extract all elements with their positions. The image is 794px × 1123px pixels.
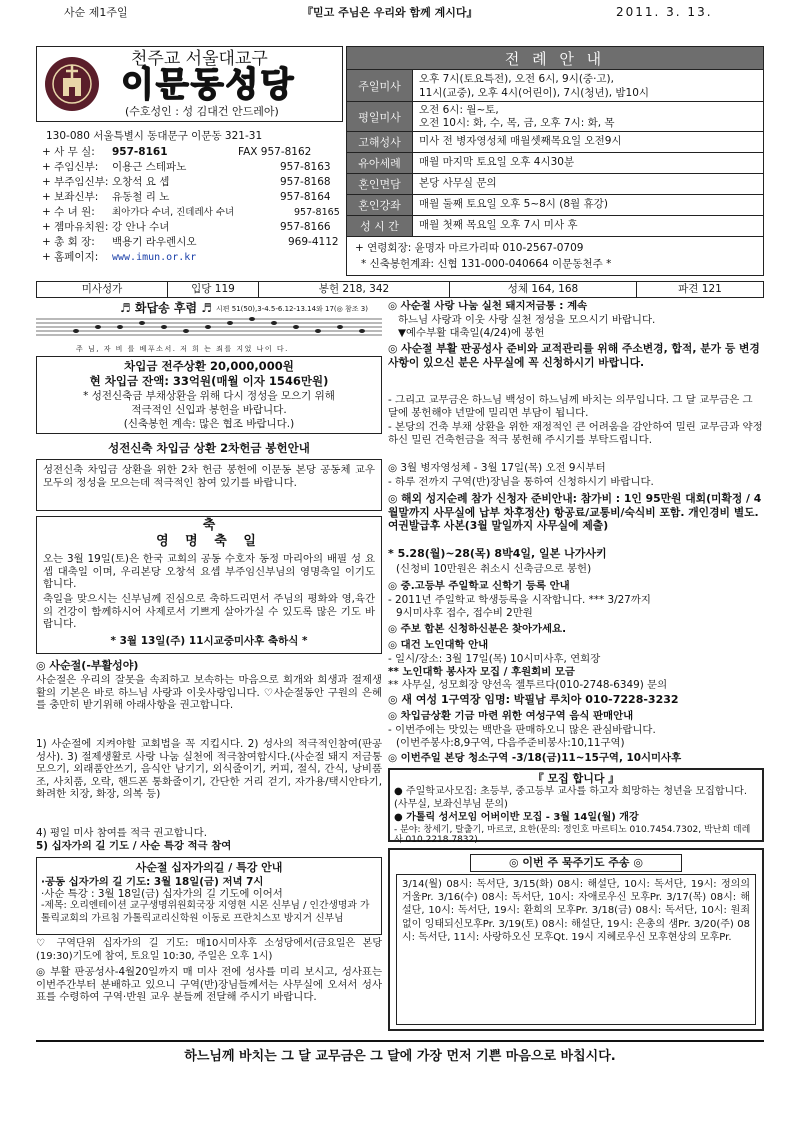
schedule-row xyxy=(347,101,763,131)
stations-box xyxy=(36,857,382,935)
pilgrimage-dates: * 5.28(월)~28(목) 8박4일, 일본 나가사키 xyxy=(388,547,607,560)
rosary-schedule: 3/14(월) 08시: 독서단, 3/15(화) 08시: 해설단, 10시: 독서단, 19시: 정의의 거울Pr. 3/16(수) 08시: 독서단, 10시: 자애로우신 모후Pr. 3/17(목) 08시: 해설단, 10시: 독서단, 19시: 환희의 모후Pr. 3/18(금) 08시: 독서단, 10시: 원죄없이 잉태되신모후Pr. 3/19(토) 08시: 해설단, 19시: 은총의 샘Pr. 3/20(주) 08시: 독서단, 11시: 사랑하오신 모후Qt. 19시 지혜로우신 모후현상의 모후Pr. xyxy=(402,879,750,943)
piggybank-body-2: ▼예수부활 대축일(4/24)에 봉헌 xyxy=(398,327,545,339)
schedule-label: 혼인강좌 xyxy=(347,195,413,215)
stations-line-1: ·공동 십자가의 길 기도: 3월 18일(금) 저녁 7시 xyxy=(41,876,264,888)
schedule-value: 오후 7시(토요특전), 오전 6시, 9시(중·고), xyxy=(419,73,614,85)
schedule-row xyxy=(347,194,763,215)
contact-label: + 젬마유치원: xyxy=(42,221,109,233)
rosary-box xyxy=(388,848,764,1031)
second-collection-title: 성전신축 차입금 상환 2차헌금 봉헌안내 xyxy=(108,441,310,455)
pilgrimage-fee: (신청비 10만원은 취소시 신축금으로 봉헌) xyxy=(396,563,592,575)
school-registration-2: - 2011년 주일학교 학생등록을 시작합니다. *** 3/27까지 xyxy=(388,594,651,606)
debt-repaid: 차입금 전주상환 20,000,000원 xyxy=(124,359,294,373)
contact-label: + 주임신부: xyxy=(42,161,99,173)
schedule-value: 오전 10시: 화, 수, 목, 금, 오후 7시: 화, 목 xyxy=(419,117,615,129)
hymn-offertory: 봉헌 218, 342 xyxy=(259,282,450,297)
church-logo-icon xyxy=(43,51,101,117)
schedule-title: 전 례 안 내 xyxy=(347,47,763,69)
senior-college-2: - 일시/장소: 3월 17일(목) 10시미사후, 연회장 xyxy=(388,653,601,665)
contact-label: + 부주임신부: xyxy=(42,176,109,188)
schedule-row xyxy=(347,152,763,173)
schedule-label: 유아세례 xyxy=(347,153,413,173)
recruit-bible-detail: - 분야: 창세기, 탈출기, 마르코, 요한(문의: 정인호 마르티노 010.7454.7302, 박난희 데레사 010.2218.7832) xyxy=(394,825,751,845)
parish-address: 130-080 서울특별시 동대문구 이문동 321-31 xyxy=(46,130,263,142)
pilgrimage-notice: ◎ 해외 성지순례 참가 신청자 준비안내: 참가비 : 1인 95만원 대회(미확정 / 4월말까지 사무실에 납부 차후정산) 항공료/교통비/숙식비 포함. 개인경비 별도. 여권발급후 사본(3월 말일까지 사무실에 제출) xyxy=(388,492,762,533)
contact-phone: 969-4112 xyxy=(288,236,339,248)
homepage-link[interactable]: www.imun.or.kr xyxy=(112,252,197,263)
schedule-footer xyxy=(347,236,763,277)
office-fax: FAX 957-8162 xyxy=(238,146,312,158)
funeral-committee: + 연령회장: 윤명자 마르가리따 010-2567-0709 xyxy=(355,242,584,254)
schedule-value: 매월 마지막 토요일 오후 4시30분 xyxy=(419,156,575,168)
debt-notice xyxy=(36,356,382,434)
rosary-title: ◎ 이번 주 묵주기도 주송 ◎ xyxy=(470,854,682,872)
stations-note: ♡ 구역단위 십자가의 길 기도: 매10시미사후 소성당에서(금요일은 본당(19:30)기도에 참여, 토요일 10:30, 주일은 오후 1시) xyxy=(36,938,382,962)
schedule-row xyxy=(347,131,763,152)
senior-college-3: ** 노인대학 봉사자 모집 / 후원회비 모금 xyxy=(388,666,575,678)
recruit-bible: ● 가톨릭 성서모임 어버이반 모집 - 3월 14일(월) 개강 xyxy=(394,812,639,823)
debt-appeal: * 성전신축금 부채상환을 위해 다시 정성을 모으기 위해 xyxy=(83,390,335,402)
feast-celebration-time: * 3월 13일(주) 11시교중미사후 축하식 * xyxy=(110,635,308,647)
psalm-title: ♬ 화답송 후렴 ♬ xyxy=(120,301,213,315)
debt-appeal-2: 적극적인 신입과 봉헌을 바랍니다. xyxy=(131,404,287,416)
hymn-label: 미사성가 xyxy=(37,282,168,297)
food-sale-3: (이번주봉사:8,9구역, 다음주준비봉사:10,11구역) xyxy=(396,737,625,749)
schedule-value: 매월 첫째 목요일 오후 7시 미사 후 xyxy=(419,219,578,231)
contact-label: + 사 무 실: xyxy=(42,146,95,158)
food-sale-2: - 이번주에는 맛있는 백반을 판매하오니 많은 관심바랍니다. xyxy=(388,724,656,736)
motto: 『믿고 주님은 우리와 함께 계시다』 xyxy=(302,6,478,19)
contact-name: 강 안나 수녀 xyxy=(112,221,170,233)
bulletin-date: 2011. 3. 13. xyxy=(616,5,713,19)
schedule-label: 주일미사 xyxy=(347,70,413,101)
schedule-row xyxy=(347,173,763,194)
donation-account: * 신축봉헌계좌: 신협 131-000-040664 이문동천주 * xyxy=(361,258,612,270)
recruit-title: 『 모집 합니다 』 xyxy=(532,772,620,785)
contact-label: + 총 회 장: xyxy=(42,236,95,248)
music-staff-icon xyxy=(36,316,382,342)
feast-day-box xyxy=(36,516,382,654)
lent-items: 1) 사순절에 지켜야할 교회법을 꼭 지킵시다. 2) 성사의 적극적인참여(판공성사). 3) 절제생활로 사랑 나눔 실천에 적극참여합시다.(사순절 돼지 저금통 모으기, 외래품안쓰기, 음식안 남기기, 외식줄이기, 커피, 절식, 간식, 낭비품조, 사치품, 오락, 핸드폰 통화줄이기, 간단한 거리 걷기, 자가용/택시안타기, 화려한 치장, 화장, 의복 등) xyxy=(36,738,382,801)
senior-college: ◎ 대건 노인대학 안내 xyxy=(388,639,489,651)
office-phone: 957-8161 xyxy=(112,146,168,158)
contact-label: + 보좌신부: xyxy=(42,191,99,203)
schedule-row xyxy=(347,215,763,236)
second-collection-box xyxy=(36,459,382,511)
bound-bulletin: ◎ 주보 합본 신청하신분은 찾아가세요. xyxy=(388,623,567,635)
contact-phone: 957-8164 xyxy=(280,191,331,203)
schedule-value: 11시(교중), 오후 4시(어린이), 7시(청년), 밤10시 xyxy=(419,87,650,99)
piggybank-body: 하느님 사랑과 이웃 사랑 실천 정성을 모으시기 바랍니다. xyxy=(398,314,656,326)
contact-phone: 957-8163 xyxy=(280,161,331,173)
schedule-value: 매월 둘째 토요일 오후 5~8시 (8월 휴강) xyxy=(419,198,608,210)
contact-name: 최아가다 수녀, 진데레사 수녀 xyxy=(112,207,235,218)
contact-name: 이용근 스테파노 xyxy=(112,161,187,173)
contact-name: 오창석 요 셉 xyxy=(112,176,170,188)
schedule-value: 본당 사무실 문의 xyxy=(419,177,497,189)
contact-phone: 957-8165 xyxy=(294,207,340,218)
parish-name: 이문동성당 xyxy=(121,65,296,105)
contact-phone: 957-8168 xyxy=(280,176,331,188)
feast-celebrate: 축 xyxy=(202,518,216,533)
easter-confession: ◎ 부활 판공성사-4월20일까지 매 미사 전에 성사를 미리 보시고, 성사표는 이번주간부터 분배하고 있으니 구역(반)장님들께서는 사무실에 오셔서 성사표를 수령하여 구역·반원 교우 분들께 전달해 주시기 바랍니다. xyxy=(36,966,382,1004)
debt-balance: 현 차입금 잔액: 33억원(매월 이자 1546만원) xyxy=(89,374,329,388)
feast-title: 영 명 축 일 xyxy=(156,534,262,549)
lent-title: ◎ 사순절(-부활성야) xyxy=(36,659,139,672)
schedule-row xyxy=(347,69,763,101)
patron-saint: (수호성인 : 성 김대건 안드레아) xyxy=(125,105,279,118)
schedule-label: 성 시 간 xyxy=(347,216,413,236)
hymn-numbers xyxy=(36,281,764,298)
parish-header xyxy=(36,46,343,122)
feast-body: 오는 3월 19일(토)은 한국 교회의 공동 수호자 동정 마리아의 배필 성 요셉 대축일 이며, 우리본당 오창석 요셉 부주임신부님의 영명축일 이기도 합니다. xyxy=(43,553,375,591)
contact-phone: 957-8166 xyxy=(280,221,331,233)
sick-communion-note: - 하루 전까지 구역(반)장님을 통하여 신청하시기 바랍니다. xyxy=(388,476,654,488)
schedule-value: 미사 전 병자영성체 매월셋째목요일 오전9시 xyxy=(419,135,622,147)
schedule-value: 오전 6시: 월~토, xyxy=(419,104,499,116)
piggybank-title: ◎ 사순절 사랑 나눔 실천 돼지저금통 : 계속 xyxy=(388,300,588,312)
recruit-box xyxy=(388,768,764,845)
schedule-label: 혼인면담 xyxy=(347,174,413,194)
psalm-response xyxy=(36,300,382,354)
senior-college-4: ** 사무실, 성모회장 양선옥 젤투르다(010-2748-6349) 문의 xyxy=(388,679,668,691)
footer-message: 하느님께 바치는 그 달 교무금은 그 달에 가장 먼저 기쁜 마음으로 바칩시다. xyxy=(184,1049,616,1064)
lent-item-5: 5) 십자가의 길 기도 / 사순 특강 적극 참여 xyxy=(36,840,232,852)
cleaning-duty: ◎ 이번주일 본당 청소구역 -3/18(금)11~15구역, 10시미사후 xyxy=(388,752,682,764)
schedule-label: 평일미사 xyxy=(347,102,413,131)
contact-name: 유동철 리 노 xyxy=(112,191,170,203)
diocese-name: 천주교 서울대교구 xyxy=(131,49,268,69)
contact-name: 백용기 라우렌시오 xyxy=(112,236,197,248)
stations-title: 사순절 십자가의길 / 특강 안내 xyxy=(135,861,283,874)
school-registration: ◎ 중.고등부 주일학교 신학기 등록 안내 xyxy=(388,580,570,592)
new-leader: ◎ 새 여성 1구역장 임명: 박필남 루치아 010-7228-3232 xyxy=(388,693,679,706)
stations-line-3: -제목: 오리엔테이션 교구생명위원회국장 지영현 시몬 신부님 / 인간생명과 가톨릭교회의 가르침 가톨릭교리신학원 이동로 프란치스꼬 방지거 신부님 xyxy=(41,900,370,924)
food-sale: ◎ 차입금상환 기금 마련 위한 여성구역 음식 판매안내 xyxy=(388,710,634,722)
psalm-reference: 시편 51(50),3-4.5-6.12-13.14와 17(◎ 참조 3) xyxy=(216,305,368,313)
address-change: ◎ 사순절 부활 판공성사 준비와 교적관리를 위해 주소변경, 합적, 분가 등 변경사항이 있으신 분은 사무실에 꼭 신청하시기 바랍니다. xyxy=(388,342,760,369)
hymn-recessional: 파견 121 xyxy=(678,283,722,295)
schedule-label: 고해성사 xyxy=(347,132,413,152)
stations-line-2: ·사순 특강 : 3월 18일(금) 십자가의 길 기도에 이어서 xyxy=(41,888,283,900)
psalm-lyrics: 주 님, 자 비 를 베푸소서. 저 희 는 죄를 지었 나이 다. xyxy=(76,345,289,353)
feast-body-2: 축일을 맞으시는 신부님께 진심으로 축하드리면서 주님의 평화와 영,육간의 건강이 함께하시어 사제로서 기쁘게 살아가실 수 있도록 많은 기도 바랍니다. xyxy=(43,593,375,631)
building-fund: - 본당의 건축 부채 상환을 위한 재정적인 큰 어려움을 감안하여 밀린 교무금과 약정하신 밀린 건축헌금을 적극 봉헌해 주시기를 부탁드립니다. xyxy=(388,421,763,446)
lent-item-4: 4) 평일 미사 참여를 적극 권고합니다. xyxy=(36,827,208,839)
debt-appeal-3: (신축봉헌 계속: 많은 협조 바랍니다.) xyxy=(123,418,295,430)
hymn-entrance: 입당 119 xyxy=(168,282,259,297)
recruit-teachers: ● 주일학교사모집: 초등부, 중고등부 교사를 하고자 희망하는 청년을 모집합니다. (사무실, 보좌신부님 문의) xyxy=(394,786,748,810)
liturgy-schedule xyxy=(346,46,764,276)
monthly-dues: - 그리고 교무금은 하느님 백성이 하느님께 바치는 의무입니다. 그 달 교무금은 그 달에 봉헌해야 년말에 밀리면 부담이 됩니다. xyxy=(388,394,753,419)
lent-body: 사순절은 우리의 잘못을 속죄하고 보속하는 마음으로 회개와 희생과 절제생활의 기본은 바로 하느님 사랑과 이웃사랑입니다. ♡사순절동안 구원의 은혜를 충만히 받기위해 아래사항을 권고합니다. xyxy=(36,674,382,712)
second-collection-body: 성전신축 차입금 상환을 위한 2차 헌금 봉헌에 이문동 본당 공동체 교우 모두의 정성을 모으는데 적극적인 참여 있기를 바랍니다. xyxy=(43,464,375,489)
school-registration-3: 9시미사후 접수, 접수비 2만원 xyxy=(396,607,533,619)
week-label: 사순 제1주일 xyxy=(64,6,128,19)
contact-label: + 수 녀 원: xyxy=(42,206,95,218)
contact-label: + 홈페이지: xyxy=(42,251,99,263)
sick-communion: ◎ 3월 병자영성체 - 3월 17일(목) 오전 9시부터 xyxy=(388,462,606,474)
hymn-communion: 성체 164, 168 xyxy=(450,282,637,297)
